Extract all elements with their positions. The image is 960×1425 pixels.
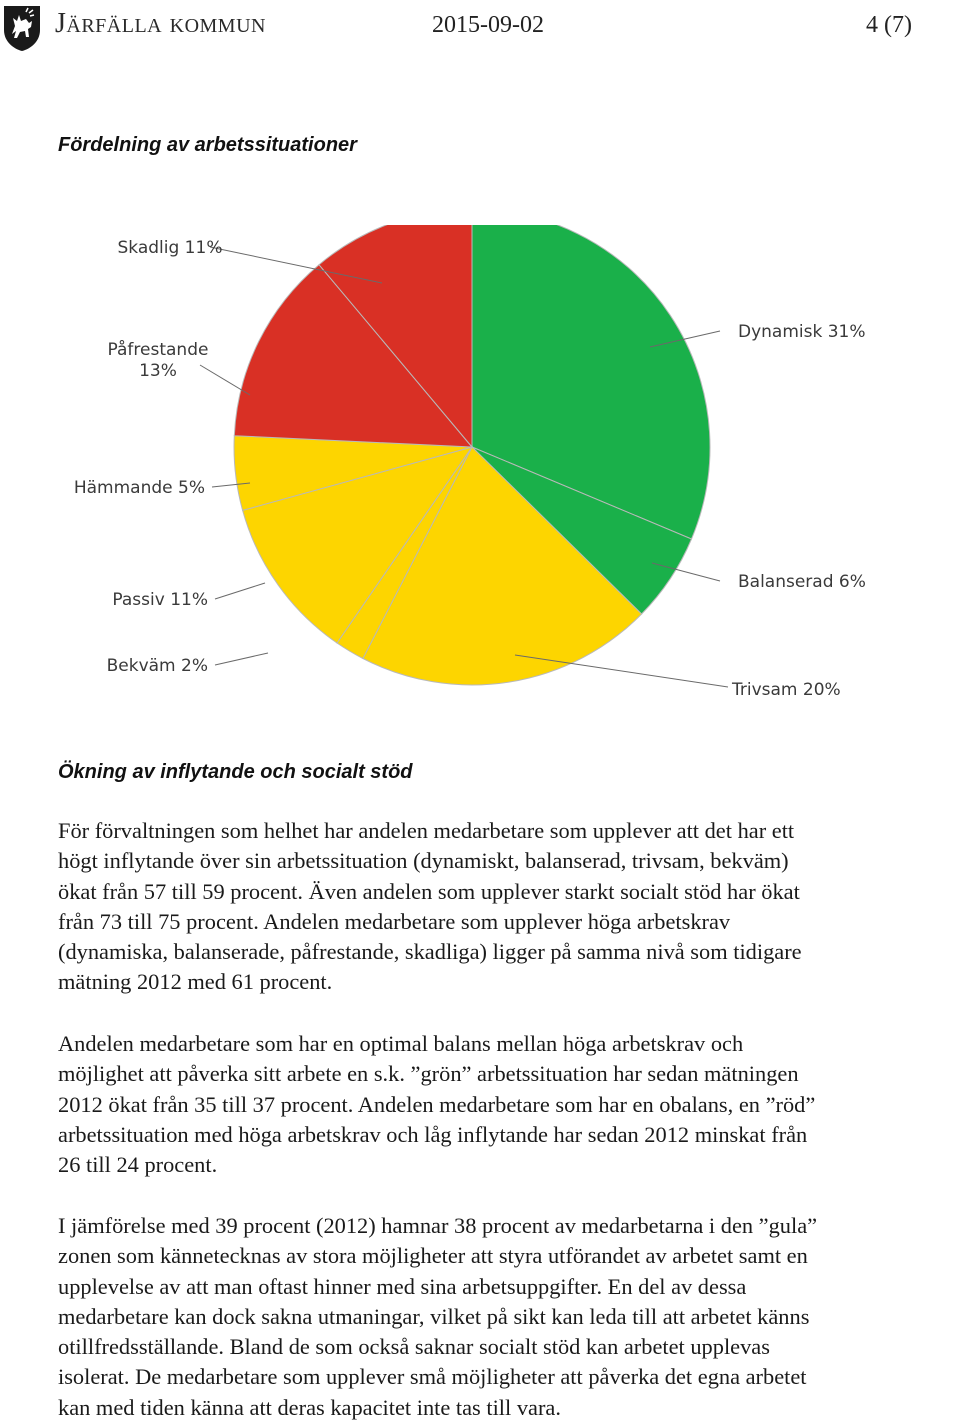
text-line: I jämförelse med 39 procent (2012) hamnar 38 procent av medarbetarna i den ”gula” [58, 1213, 818, 1238]
pie-chart-svg [60, 225, 900, 715]
slice-label: Dynamisk 31% [738, 322, 866, 342]
text-line: För förvaltningen som helhet har andelen medarbetare som upplever att det har ett [58, 818, 795, 843]
slice-label: Passiv 11% [112, 590, 208, 610]
label-leader-line [215, 653, 268, 665]
page-header [0, 0, 960, 60]
text-line: från 73 till 75 procent. Andelen medarbetare som upplever höga arbetskrav [58, 908, 731, 934]
text-line: upplevelse av att man oftast hinner med sina arbetsuppgifter. En del av dessa [58, 1273, 747, 1299]
text-line: högt inflytande över sin arbetssituation (dynamiskt, balanserad, trivsam, bekväm) [58, 848, 789, 874]
paragraph-1 [58, 816, 948, 998]
slice-label: Balanserad 6% [738, 572, 866, 592]
paragraph-3 [58, 1211, 948, 1423]
text-line: medarbetare kan dock sakna utmaningar, vilket på sikt kan leda till att arbetet känns [58, 1303, 810, 1329]
slice-label: Påfrestande 13% [107, 340, 209, 381]
coat-of-arms-logo [2, 4, 42, 52]
slice-label: Hämmande 5% [73, 478, 205, 498]
section-heading-influence: Ökning av inflytande och socialt stöd [58, 761, 413, 783]
text-line: mätning 2012 med 61 procent. [58, 969, 333, 995]
page-number: 4 (7) [866, 12, 912, 38]
slice-label: Bekväm 2% [106, 656, 208, 676]
text-line: arbetssituation med höga arbetskrav och låg inflytande har sedan 2012 minskat från [58, 1121, 808, 1147]
text-line: Andelen medarbetare som har en optimal balans mellan höga arbetskrav och [58, 1031, 744, 1056]
text-line: otillfredsställande. Bland de som också saknar socialt stöd kan arbetet upplevas [58, 1334, 770, 1360]
text-line: (dynamiska, balanserade, påfrestande, skadliga) ligger på samma nivå som tidigare [58, 939, 802, 965]
text-line: 26 till 24 procent. [58, 1152, 218, 1178]
slice-label: Skadlig 11% [117, 238, 223, 258]
text-line: ökat från 57 till 59 procent. Även andelen som upplever starkt socialt stöd har ökat [58, 878, 800, 904]
slice-label: Trivsam 20% [732, 680, 841, 700]
text-line: kan med tiden känna att deras kapacitet inte tas till vara. [58, 1394, 561, 1420]
text-line: zonen som kännetecknas av stora möjligheter att styra utförandet av arbetet samt en [58, 1243, 808, 1269]
label-leader-line [215, 583, 265, 599]
paragraph-2 [58, 1029, 948, 1180]
organization-name: Järfälla kommun [55, 8, 266, 39]
pie-chart [60, 225, 900, 715]
label-leader-line [200, 365, 250, 395]
section-heading-distribution: Fördelning av arbetssituationer [58, 134, 357, 156]
document-date: 2015-09-02 [432, 12, 544, 38]
text-line: möjlighet att påverka sitt arbete en s.k. ”grön” arbetssituation har sedan mätningen [58, 1061, 799, 1087]
text-line: isolerat. De medarbetare som upplever små möjligheter att påverka det egna arbetet [58, 1364, 807, 1390]
text-line: 2012 ökat från 35 till 37 procent. Andelen medarbetare som har en obalans, en ”röd” [58, 1091, 816, 1117]
